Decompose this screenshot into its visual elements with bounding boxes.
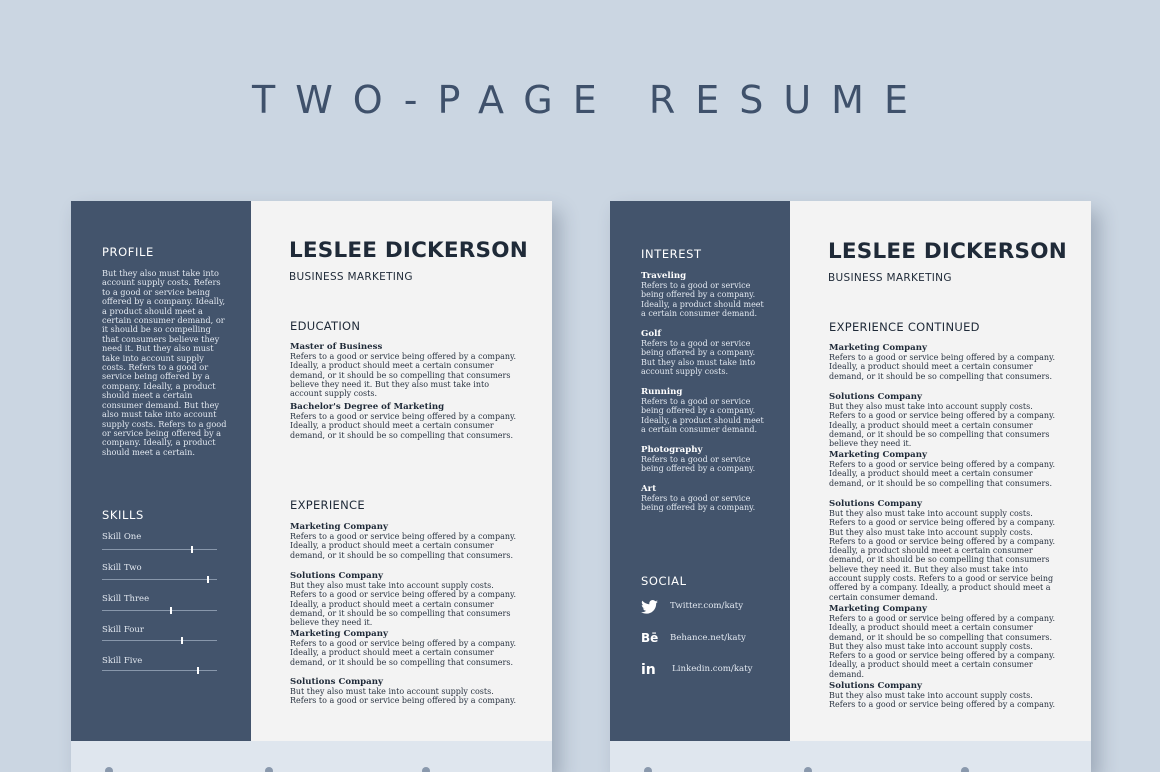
interest-item (641, 445, 769, 474)
footer-mail-icon (265, 767, 273, 772)
entry-title: Marketing Company (290, 629, 388, 639)
social-text: Linkedin.com/katy (672, 664, 753, 674)
resume-sidebar (610, 201, 790, 741)
interest-item (641, 387, 769, 434)
resume-name: LESLEE DICKERSON (289, 238, 528, 263)
skill-bar-marker (170, 607, 172, 614)
interest-item (641, 329, 769, 376)
entry-text: But they also must take into account supply costs. Refers to a good or service being offered by a company. But they also must take into account supply costs. Refers to a good or service being offered by a company. Ideally, a product should meet a certain consumer demand, or it should be so compelling that consumers believe they need it. But they also must take into account supply costs. Refers to a good or service being offered by a company. Ideally, a product should meet a certain consumer demand. (829, 509, 1056, 602)
education-entry (290, 342, 518, 398)
skill-bar (102, 670, 217, 671)
experience-continued-heading: EXPERIENCE CONTINUED (829, 320, 980, 334)
entry-title: Bachelor's Degree of Marketing (290, 402, 445, 412)
resume-role: BUSINESS MARKETING (289, 271, 413, 283)
experience-heading: EXPERIENCE (290, 498, 365, 512)
skill-label: Skill Three (102, 594, 150, 604)
experience-entry (829, 392, 1057, 448)
entry-title: Solutions Company (829, 681, 922, 691)
experience-entry (290, 522, 518, 560)
entry-title: Marketing Company (829, 343, 927, 353)
footer-mail-icon (804, 767, 812, 772)
experience-entry (290, 629, 518, 667)
skill-bar-marker (191, 546, 193, 553)
page-footer (71, 741, 552, 772)
entry-text: Refers to a good or service being offered by a company. Ideally, a product should meet a certain consumer demand, or it should be so compelling that consumers. (290, 639, 517, 667)
entry-title: Marketing Company (829, 450, 927, 460)
entry-text: But they also must take into account supply costs. Refers to a good or service being offered by a company. (829, 691, 1056, 710)
interest-heading: INTEREST (641, 247, 702, 261)
interest-title: Art (641, 484, 657, 494)
entry-text: But they also must take into account supply costs. Refers to a good or service being offered by a company. Ideally, a product should meet a certain consumer demand, or it should be so compelling that consumers believe they need it. (829, 402, 1056, 449)
entry-text: Refers to a good or service being offered by a company. Ideally, a product should meet a certain consumer demand, or it should be so compelling that consumers. (290, 412, 517, 440)
social-heading: SOCIAL (641, 574, 687, 588)
interest-text: Refers to a good or service being offered by a company. Ideally, a product should meet a certain consumer demand. (641, 281, 764, 318)
skills-heading: SKILLS (102, 508, 144, 522)
behance-icon: Bē (641, 631, 659, 645)
footer-location-icon (961, 767, 969, 772)
entry-title: Solutions Company (829, 499, 922, 509)
skill-label: Skill Five (102, 656, 143, 666)
entry-text: But they also must take into account supply costs. Refers to a good or service being offered by a company. Ideally, a product should meet a certain consumer demand, or it should be so compelling that consumers believe they need it. (290, 581, 517, 628)
education-entry (290, 402, 518, 440)
entry-text: Refers to a good or service being offered by a company. Ideally, a product should meet a certain consumer demand, or it should be so compelling that consumers. (290, 532, 517, 560)
footer-location-icon (422, 767, 430, 772)
skill-bar (102, 610, 217, 611)
skill-bar-marker (197, 667, 199, 674)
skill-bar (102, 579, 217, 580)
page-headline: TWO-PAGE RESUME (252, 78, 928, 122)
interest-item (641, 271, 769, 318)
interest-item (641, 484, 769, 513)
twitter-icon (641, 599, 661, 615)
skill-label: Skill Four (102, 625, 144, 635)
experience-entry (290, 571, 518, 627)
interest-title: Photography (641, 445, 703, 455)
experience-entry (829, 499, 1057, 602)
resume-page-2 (610, 201, 1091, 772)
page-footer (610, 741, 1091, 772)
education-heading: EDUCATION (290, 319, 361, 333)
skill-bar (102, 549, 217, 550)
experience-entry (829, 604, 1057, 679)
profile-heading: PROFILE (102, 245, 154, 259)
experience-entry (829, 343, 1057, 381)
interest-text: Refers to a good or service being offered by a company. But they also must take into account supply costs. (641, 339, 756, 376)
interest-title: Traveling (641, 271, 687, 281)
interest-title: Running (641, 387, 683, 397)
entry-title: Solutions Company (829, 392, 922, 402)
entry-text: But they also must take into account supply costs. Refers to a good or service being offered by a company. (290, 687, 517, 706)
resume-name: LESLEE DICKERSON (828, 239, 1067, 264)
entry-text: Refers to a good or service being offered by a company. Ideally, a product should meet a certain consumer demand, or it should be so compelling that consumers. (829, 460, 1056, 488)
experience-entry (829, 681, 1057, 710)
footer-phone-icon (105, 767, 113, 772)
experience-entry (829, 450, 1057, 488)
interest-text: Refers to a good or service being offered by a company. (641, 494, 756, 513)
interest-text: Refers to a good or service being offered by a company. Ideally, a product should meet a certain consumer demand. (641, 397, 764, 434)
skill-bar (102, 640, 217, 641)
skill-label: Skill One (102, 532, 142, 542)
interest-text: Refers to a good or service being offered by a company. (641, 455, 756, 474)
resume-page-1 (71, 201, 552, 772)
entry-title: Solutions Company (290, 571, 383, 581)
social-text: Behance.net/katy (670, 633, 746, 643)
resume-role: BUSINESS MARKETING (828, 272, 952, 284)
entry-text: Refers to a good or service being offered by a company. Ideally, a product should meet a certain consumer demand, or it should be so compelling that consumers believe they need it. But they also must take into account supply costs. (290, 352, 517, 399)
entry-title: Master of Business (290, 342, 383, 352)
interest-title: Golf (641, 329, 662, 339)
skill-label: Skill Two (102, 563, 142, 573)
experience-entry (290, 677, 518, 706)
entry-title: Marketing Company (290, 522, 388, 532)
skill-bar-marker (181, 637, 183, 644)
linkedin-icon: in (641, 662, 656, 678)
entry-text: Refers to a good or service being offered by a company. Ideally, a product should meet a certain consumer demand, or it should be so compelling that consumers. (829, 353, 1056, 381)
entry-title: Marketing Company (829, 604, 927, 614)
footer-phone-icon (644, 767, 652, 772)
resume-sidebar (71, 201, 251, 741)
entry-text: Refers to a good or service being offered by a company. Ideally, a product should meet a certain consumer demand, or it should be so compelling that consumers. But they also must take into account supply costs. Refers to a good or service being offered by a company. Ideally, a product should meet a certain consumer demand. (829, 614, 1056, 679)
social-text: Twitter.com/katy (670, 601, 744, 611)
entry-title: Solutions Company (290, 677, 383, 687)
profile-text: But they also must take into account supply costs. Refers to a good or service being offered by a company. Ideally, a product should meet a certain consumer demand, or it should be so compelling that consumers believe they need it. But they also must take into account supply costs. Refers to a good or service being offered by a company. Ideally, a product should meet a certain consumer demand. But they also must take into account supply costs. Refers to a good or service being offered by a company. Ideally, a product should meet a certain. (102, 268, 227, 457)
skill-bar-marker (207, 576, 209, 583)
